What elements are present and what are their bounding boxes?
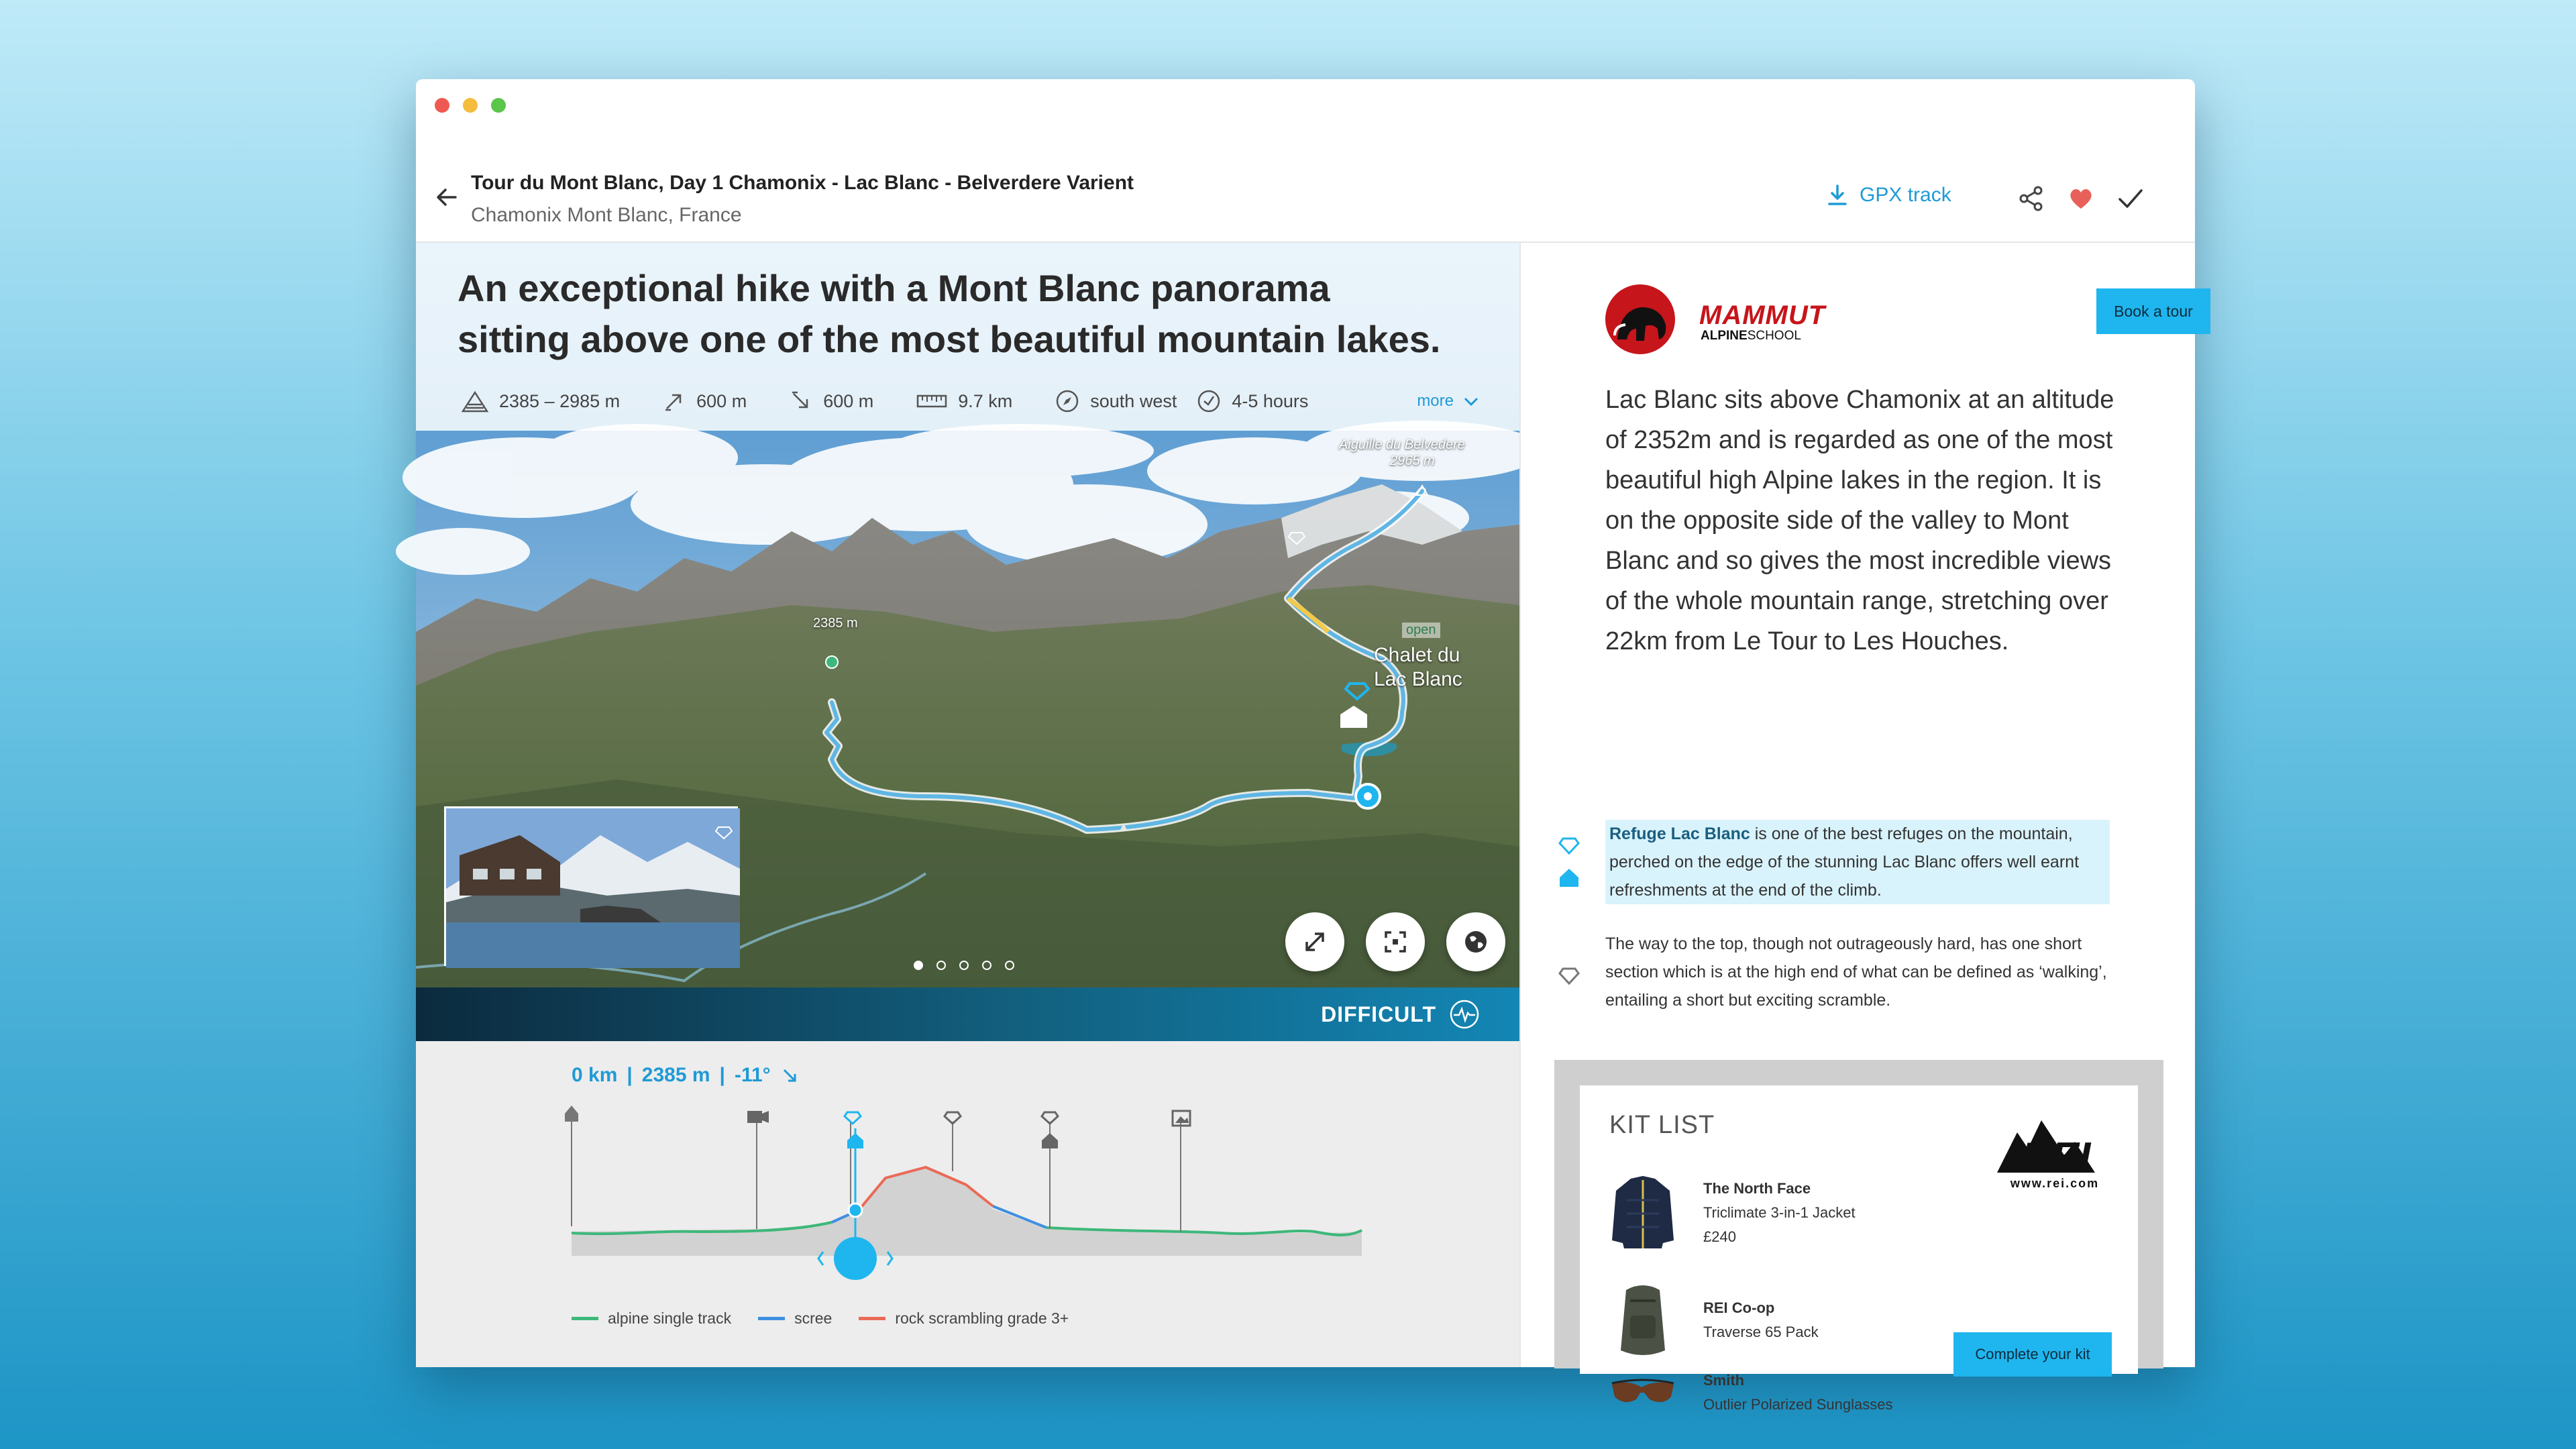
mammut-logo: [1605, 284, 1675, 354]
route-location: Chamonix Mont Blanc, France: [471, 204, 742, 226]
mark-done-button[interactable]: [2113, 181, 2148, 216]
route-overview-panel: [416, 243, 1519, 1367]
stat-altitude-range: 2385 – 2985 m: [462, 390, 620, 413]
route-title: Tour du Mont Blanc, Day 1 Chamonix - Lac Blanc - Belverdere Varient: [471, 172, 1134, 194]
elevation-profile[interactable]: [416, 1041, 1519, 1367]
clock-icon: [1197, 389, 1221, 413]
hut-status-label: open: [1402, 623, 1440, 638]
viewpoint-icon: [1557, 833, 1581, 857]
route-description: Lac Blanc sits above Chamonix at an altitude of 2352m and is regarded as one of the most beautiful high Alpine lakes in the region. It is on the opposite side of the valley to Mont Blanc and so gives the most incredible views of the whole mountain range, stretching over 22km from Le Tour to Les Houches.: [1605, 386, 2114, 655]
svg-text:REI: REI: [2021, 1134, 2091, 1181]
gallery-dot[interactable]: [914, 961, 923, 970]
stat-ascent: 600 m: [663, 390, 747, 413]
kit-list-section: [1554, 1060, 2163, 1413]
share-icon: [2018, 185, 2045, 212]
legend-item-scree: scree: [758, 1309, 832, 1328]
window-controls: [435, 98, 506, 113]
route-header: [416, 144, 2195, 243]
book-tour-button[interactable]: Book a tour: [2096, 288, 2210, 334]
mammoth-icon: [1605, 284, 1675, 354]
hut-marker-icon: [1042, 1133, 1058, 1148]
ruler-icon: [916, 393, 947, 409]
back-button[interactable]: [427, 177, 467, 217]
refuge-link[interactable]: Refuge Lac Blanc: [1609, 824, 1750, 843]
gpx-label: GPX track: [1860, 184, 1951, 206]
expand-icon: [1301, 928, 1328, 955]
minimize-window-button[interactable]: [463, 98, 478, 113]
arrow-left-icon: [435, 186, 458, 209]
route-stats-bar: [416, 372, 1519, 431]
start-altitude-label: 2385 m: [813, 616, 858, 631]
hut-label-line2: Lac Blanc: [1374, 668, 1462, 690]
details-panel: [1521, 243, 2195, 1413]
3d-route-map[interactable]: [416, 431, 1519, 987]
legend-item-scrambling: rock scrambling grade 3+: [859, 1309, 1069, 1328]
complete-kit-button[interactable]: Complete your kit: [1953, 1332, 2112, 1377]
hut-label-line1: Chalet du: [1374, 644, 1460, 666]
kit-list-title: KIT LIST: [1609, 1111, 1715, 1139]
descent-icon: [790, 390, 812, 413]
jacket-image: [1609, 1173, 1676, 1253]
ascent-icon: [663, 390, 686, 413]
readout-separator: |: [627, 1064, 633, 1086]
more-stats-toggle[interactable]: more: [1417, 392, 1479, 411]
fullscreen-button[interactable]: [1366, 912, 1425, 971]
kit-item-jacket[interactable]: The North Face Triclimate 3-in-1 Jacket £240: [1609, 1173, 1856, 1253]
readout-gradient: -11°: [734, 1064, 771, 1086]
hut-photo: [446, 808, 740, 968]
viewpoint-icon: [1557, 963, 1581, 987]
download-icon: [1826, 184, 1849, 207]
stat-aspect: south west: [1055, 389, 1177, 413]
gallery-dot[interactable]: [936, 961, 946, 970]
heart-icon: [2068, 186, 2094, 211]
readout-km: 0 km: [572, 1064, 618, 1086]
route-photo-thumbnail[interactable]: [444, 806, 738, 966]
gallery-dot[interactable]: [959, 961, 969, 970]
legend-swatch: [572, 1317, 598, 1320]
summit-label: Aiguille du Belvedere: [1339, 437, 1465, 452]
partner-sub: ALPINESCHOOL: [1701, 329, 1801, 343]
readout-altitude: 2385 m: [641, 1064, 710, 1086]
cable-car-marker-icon: [565, 1106, 578, 1122]
scramble-note: The way to the top, though not outrageously hard, has one short section which is at the high end of what can be defined as ‘walking’, entailing a short but exciting scramble.: [1605, 934, 2107, 1010]
route-headline: An exceptional hike with a Mont Blanc panorama sitting above one of the most beautiful mountain lakes.: [458, 267, 1441, 360]
legend-swatch: [859, 1317, 885, 1320]
kit-item-sunglasses[interactable]: Smith Outlier Polarized Sunglasses: [1609, 1352, 1892, 1433]
maximize-window-button[interactable]: [491, 98, 506, 113]
fullscreen-icon: [1382, 928, 1409, 955]
chevron-down-icon: [1463, 396, 1479, 407]
checkmark-icon: [2117, 186, 2144, 211]
sunglasses-image: [1609, 1352, 1676, 1433]
stat-duration: 4-5 hours: [1197, 389, 1308, 413]
favorite-button[interactable]: [2063, 181, 2098, 216]
video-marker-icon: [747, 1111, 769, 1123]
sunglasses-icon: [1609, 1373, 1676, 1413]
kit-item-pack[interactable]: REI Co-op Traverse 65 Pack: [1609, 1280, 1819, 1360]
legend-item-single-track: alpine single track: [572, 1309, 731, 1328]
hut-icon: [1557, 865, 1581, 890]
legend-swatch: [758, 1317, 785, 1320]
stat-distance: 9.7 km: [916, 391, 1012, 412]
jacket-icon: [1611, 1173, 1675, 1252]
profile-legend: [572, 1309, 1069, 1328]
pack-image: [1609, 1280, 1676, 1360]
gallery-dot[interactable]: [1005, 961, 1014, 970]
viewpoint-marker-icon: [845, 1112, 861, 1124]
expand-map-button[interactable]: [1285, 912, 1344, 971]
app-window: [416, 79, 2195, 1413]
summit-altitude: 2965 m: [1390, 453, 1435, 468]
hut-callout: Refuge Lac Blanc is one of the best refuges on the mountain, perched on the edge of the stunning Lac Blanc offers well earnt refreshments at the end of the climb.: [1605, 820, 2110, 904]
gpx-download-button[interactable]: [1826, 184, 1951, 207]
rei-mountain-icon: [1994, 1112, 2115, 1181]
readout-separator: |: [719, 1064, 725, 1086]
difficulty-bar: [416, 987, 1519, 1041]
rei-logo: [1994, 1112, 2115, 1193]
mountain-icon: [462, 390, 488, 413]
gallery-pagination: [914, 961, 1014, 970]
heartbeat-icon: [1448, 998, 1481, 1030]
close-window-button[interactable]: [435, 98, 449, 113]
partner-brand: MAMMUT: [1699, 301, 1826, 330]
kit-list-card: [1580, 1085, 2138, 1413]
gallery-dot[interactable]: [982, 961, 991, 970]
rei-url: www.rei.com: [2010, 1177, 2100, 1190]
share-button[interactable]: [2014, 181, 2049, 216]
compass-icon: [1055, 389, 1079, 413]
globe-view-button[interactable]: [1446, 912, 1505, 971]
difficulty-label: DIFFICULT: [1321, 1002, 1436, 1026]
backpack-icon: [1614, 1281, 1672, 1360]
stat-descent: 600 m: [790, 390, 873, 413]
globe-icon: [1463, 929, 1489, 955]
hut-marker-icon: [847, 1133, 863, 1148]
